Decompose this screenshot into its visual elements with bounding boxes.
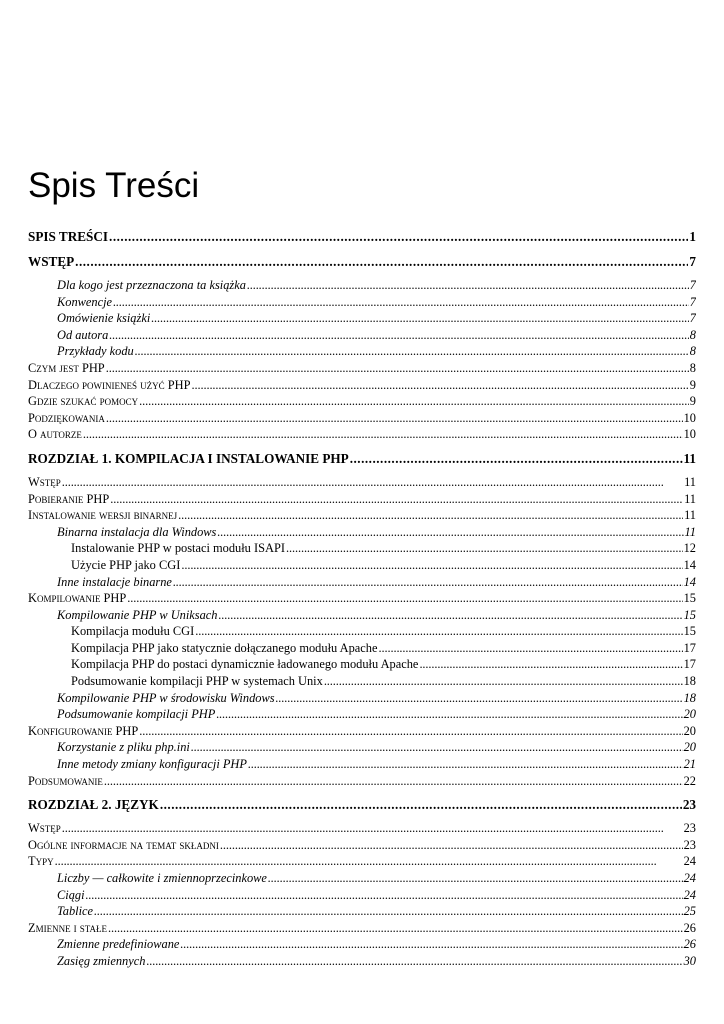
toc-page-number: 24 bbox=[683, 854, 696, 869]
toc-entry[interactable] bbox=[28, 820, 696, 837]
toc-dot-leader bbox=[127, 590, 682, 607]
toc-page-number: 24 bbox=[683, 887, 696, 902]
toc-chapter-entry[interactable] bbox=[28, 450, 696, 468]
toc-entry[interactable] bbox=[28, 739, 696, 756]
toc-page-number: 23 bbox=[683, 821, 696, 836]
toc-dot-leader bbox=[220, 837, 683, 854]
toc-entry-title: SPIS TREŚCI bbox=[28, 229, 109, 244]
toc-dot-leader bbox=[178, 507, 683, 524]
toc-page-number: 7 bbox=[689, 311, 696, 326]
toc-page-number: 11 bbox=[684, 474, 696, 489]
toc-page-number: 9 bbox=[689, 394, 696, 409]
toc-entry[interactable] bbox=[28, 507, 696, 524]
toc-entry[interactable] bbox=[28, 656, 696, 673]
toc-entry-title: Korzystanie z pliku php.ini bbox=[57, 740, 190, 755]
toc-entry[interactable] bbox=[28, 607, 696, 624]
toc-entry[interactable] bbox=[28, 540, 696, 557]
toc-entry-title: Dla kogo jest przeznaczona ta książka bbox=[57, 278, 246, 292]
toc-page-number: 23 bbox=[683, 837, 696, 852]
toc-entry[interactable] bbox=[28, 574, 696, 591]
toc-entry-title: O autorze bbox=[28, 427, 82, 442]
toc-entry-title: Czym jest PHP bbox=[28, 360, 105, 375]
toc-entry-title: Kompilacja PHP do postaci dynamicznie ładowanego modułu Apache bbox=[71, 657, 419, 672]
toc-entry-title: Gdzie szukać pomocy bbox=[28, 394, 139, 409]
toc-page-number: 22 bbox=[683, 773, 696, 788]
toc-dot-leader bbox=[146, 953, 682, 970]
toc-dot-leader bbox=[173, 574, 683, 591]
toc-page-number: 14 bbox=[683, 574, 696, 589]
toc-dot-leader bbox=[139, 393, 689, 410]
toc-page-number: 11 bbox=[684, 491, 696, 506]
toc-entry[interactable] bbox=[28, 870, 696, 887]
toc-entry[interactable] bbox=[28, 410, 696, 427]
toc-page-number: 23 bbox=[682, 797, 696, 813]
toc-entry-title: Konfigurowanie PHP bbox=[28, 723, 139, 738]
toc-page-number: 11 bbox=[683, 450, 696, 466]
toc-entry-title: Dlaczego powinieneś użyć PHP bbox=[28, 377, 191, 392]
toc-dot-leader bbox=[195, 623, 682, 640]
toc-entry-title: Instalowanie wersji binarnej bbox=[28, 508, 178, 523]
toc-dot-leader bbox=[219, 607, 683, 624]
toc-dot-leader bbox=[191, 377, 688, 394]
toc-dot-leader bbox=[268, 870, 683, 887]
toc-page-number: 17 bbox=[683, 640, 696, 655]
toc-entry[interactable] bbox=[28, 936, 696, 953]
toc-page-number: 7 bbox=[689, 278, 696, 292]
toc-dot-leader bbox=[106, 360, 689, 377]
toc-entry-title: Podsumowanie kompilacji PHP w systemach Unix bbox=[71, 674, 323, 689]
toc-page-number: 8 bbox=[689, 360, 696, 375]
toc-dot-leader bbox=[86, 887, 683, 904]
toc-entry-title: ROZDZIAŁ 2. JĘZYK bbox=[28, 797, 159, 813]
toc-entry-title: Kompilowanie PHP bbox=[28, 591, 127, 606]
toc-dot-leader bbox=[324, 673, 683, 690]
toc-entry[interactable] bbox=[28, 953, 696, 970]
toc-entry-title: Od autora bbox=[57, 327, 109, 342]
toc-page-number: 7 bbox=[689, 254, 696, 269]
toc-entry[interactable] bbox=[28, 426, 696, 443]
toc-entry[interactable] bbox=[28, 920, 696, 937]
toc-entry[interactable] bbox=[28, 590, 696, 607]
toc-chapter-entry[interactable] bbox=[28, 253, 696, 271]
toc-entry[interactable] bbox=[28, 623, 696, 640]
toc-page-number: 8 bbox=[689, 344, 696, 359]
toc-chapter-entry[interactable] bbox=[28, 796, 696, 814]
toc-page-number: 8 bbox=[689, 327, 696, 342]
toc-entry[interactable] bbox=[28, 640, 696, 657]
toc-page-number: 10 bbox=[683, 410, 696, 425]
toc-entry[interactable] bbox=[28, 706, 696, 723]
toc-entry[interactable] bbox=[28, 393, 696, 410]
toc-dot-leader bbox=[94, 903, 683, 920]
toc-dot-leader bbox=[139, 723, 682, 740]
toc-dot-leader bbox=[180, 936, 682, 953]
toc-dot-leader bbox=[106, 410, 683, 427]
toc-entry[interactable] bbox=[28, 723, 696, 740]
toc-dot-leader bbox=[109, 228, 688, 246]
toc-dot-leader bbox=[216, 706, 682, 723]
toc-dot-leader bbox=[110, 491, 683, 508]
toc-entry-title: Zasięg zmiennych bbox=[57, 953, 146, 968]
toc-page-number: 24 bbox=[683, 871, 696, 885]
toc-entry-title: Podziękowania bbox=[28, 410, 105, 425]
toc-page-number: 18 bbox=[683, 674, 696, 689]
toc-page-number: 10 bbox=[683, 427, 696, 442]
toc-page-number: 25 bbox=[683, 904, 696, 919]
toc-entry[interactable] bbox=[28, 310, 696, 327]
toc-dot-leader bbox=[217, 524, 683, 541]
toc-page-number: 20 bbox=[683, 707, 696, 722]
toc-entry-title: WSTĘP bbox=[28, 254, 75, 269]
toc-dot-leader bbox=[113, 294, 689, 311]
toc-dot-leader bbox=[135, 343, 689, 360]
toc-dot-leader bbox=[276, 690, 683, 707]
toc-page-number: 1 bbox=[689, 229, 696, 244]
toc-entry-title: Pobieranie PHP bbox=[28, 491, 110, 506]
toc-dot-leader bbox=[419, 656, 682, 673]
toc-entry[interactable] bbox=[28, 360, 696, 377]
toc-entry-title: Typy bbox=[28, 854, 54, 869]
toc-page-number: 7 bbox=[689, 294, 696, 309]
toc-entry-title: Przykłady kodu bbox=[57, 344, 134, 359]
toc-entry[interactable] bbox=[28, 474, 696, 491]
toc-entry[interactable] bbox=[28, 343, 696, 360]
toc-entry[interactable] bbox=[28, 557, 696, 574]
toc-entry-title: Zmienne i stałe bbox=[28, 920, 108, 935]
toc-entry[interactable] bbox=[28, 690, 696, 707]
toc-entry-title: Zmienne predefiniowane bbox=[57, 937, 180, 952]
toc-entry[interactable] bbox=[28, 853, 696, 870]
toc-entry[interactable] bbox=[28, 491, 696, 508]
toc-dot-leader bbox=[104, 773, 683, 790]
toc-dot-leader bbox=[181, 557, 682, 574]
toc-dot-leader bbox=[247, 277, 689, 294]
toc-page-number: 14 bbox=[683, 557, 696, 572]
toc-entry-title: Wstęp bbox=[28, 821, 61, 836]
toc-dot-leader bbox=[109, 327, 689, 344]
toc-entry[interactable] bbox=[28, 887, 696, 904]
toc-entry[interactable] bbox=[28, 903, 696, 920]
toc-entry-title: Ogólne informacje na temat składni bbox=[28, 837, 219, 852]
toc-entry-title: Tablice bbox=[57, 904, 94, 919]
toc-entry-title: Podsumowanie kompilacji PHP bbox=[57, 707, 216, 722]
toc-entry[interactable] bbox=[28, 756, 696, 773]
toc-entry[interactable] bbox=[28, 277, 696, 294]
toc-page-number: 15 bbox=[683, 607, 696, 622]
toc-dot-leader bbox=[151, 310, 689, 327]
toc-entry-title: Binarna instalacja dla Windows bbox=[57, 524, 217, 539]
toc-entry-title: Inne instalacje binarne bbox=[57, 574, 172, 589]
toc-dot-leader bbox=[248, 756, 683, 773]
toc-entry-title: Wstęp bbox=[28, 474, 61, 489]
toc-entry-title: Inne metody zmiany konfiguracji PHP bbox=[57, 757, 247, 772]
toc-page-number: 15 bbox=[683, 624, 696, 639]
toc-page-number: 26 bbox=[683, 920, 696, 935]
toc-entry-title: Kompilowanie PHP w środowisku Windows bbox=[57, 690, 275, 705]
toc-dot-leader bbox=[62, 820, 683, 837]
toc-dot-leader bbox=[160, 796, 682, 814]
toc-page-number: 26 bbox=[683, 937, 696, 952]
toc-dot-leader bbox=[108, 920, 683, 937]
toc-entry-title: ROZDZIAŁ 1. KOMPILACJA I INSTALOWANIE PHP bbox=[28, 450, 349, 466]
toc-page-number: 20 bbox=[683, 723, 696, 738]
toc-page-number: 17 bbox=[683, 657, 696, 672]
toc-entry[interactable] bbox=[28, 837, 696, 854]
toc-dot-leader bbox=[55, 853, 683, 870]
toc-dot-leader bbox=[62, 474, 683, 491]
toc-entry-title: Podsumowanie bbox=[28, 773, 103, 788]
toc-entry-title: Ciągi bbox=[57, 887, 85, 902]
toc-page-number: 18 bbox=[683, 690, 696, 705]
toc-dot-leader bbox=[191, 739, 683, 756]
toc-page-number: 11 bbox=[684, 508, 696, 523]
toc-page-number: 21 bbox=[683, 757, 696, 772]
toc-page-number: 12 bbox=[683, 541, 696, 556]
toc-entry-title: Instalowanie PHP w postaci modułu ISAPI bbox=[71, 541, 285, 556]
toc-page-number: 30 bbox=[683, 953, 696, 968]
toc-page-number: 20 bbox=[683, 740, 696, 755]
toc-dot-leader bbox=[378, 640, 682, 657]
toc-entry-title: Kompilowanie PHP w Uniksach bbox=[57, 607, 218, 622]
toc-entry[interactable] bbox=[28, 673, 696, 690]
page-title: Spis Treści bbox=[28, 166, 200, 205]
toc-page-number: 15 bbox=[683, 591, 696, 606]
toc-chapter-entry[interactable] bbox=[28, 228, 696, 246]
toc-entry[interactable] bbox=[28, 327, 696, 344]
toc-page-number: 11 bbox=[684, 524, 696, 539]
toc-page-number: 9 bbox=[689, 377, 696, 392]
toc-entry-title: Kompilacja modułu CGI bbox=[71, 624, 195, 639]
toc-entry[interactable] bbox=[28, 377, 696, 394]
toc-dot-leader bbox=[75, 253, 688, 271]
toc-entry-title: Konwencje bbox=[57, 294, 113, 309]
toc-entry[interactable] bbox=[28, 294, 696, 311]
toc-entry-title: Omówienie książki bbox=[57, 311, 151, 326]
toc-dot-leader bbox=[83, 426, 683, 443]
toc-entry[interactable] bbox=[28, 773, 696, 790]
table-of-contents bbox=[28, 228, 696, 970]
toc-entry[interactable] bbox=[28, 524, 696, 541]
toc-entry-title: Liczby — całkowite i zmiennoprzecinkowe bbox=[57, 871, 267, 885]
toc-dot-leader bbox=[286, 540, 683, 557]
toc-entry-title: Kompilacja PHP jako statycznie dołączanego modułu Apache bbox=[71, 640, 378, 655]
toc-dot-leader bbox=[350, 450, 683, 468]
toc-entry-title: Użycie PHP jako CGI bbox=[71, 557, 181, 572]
